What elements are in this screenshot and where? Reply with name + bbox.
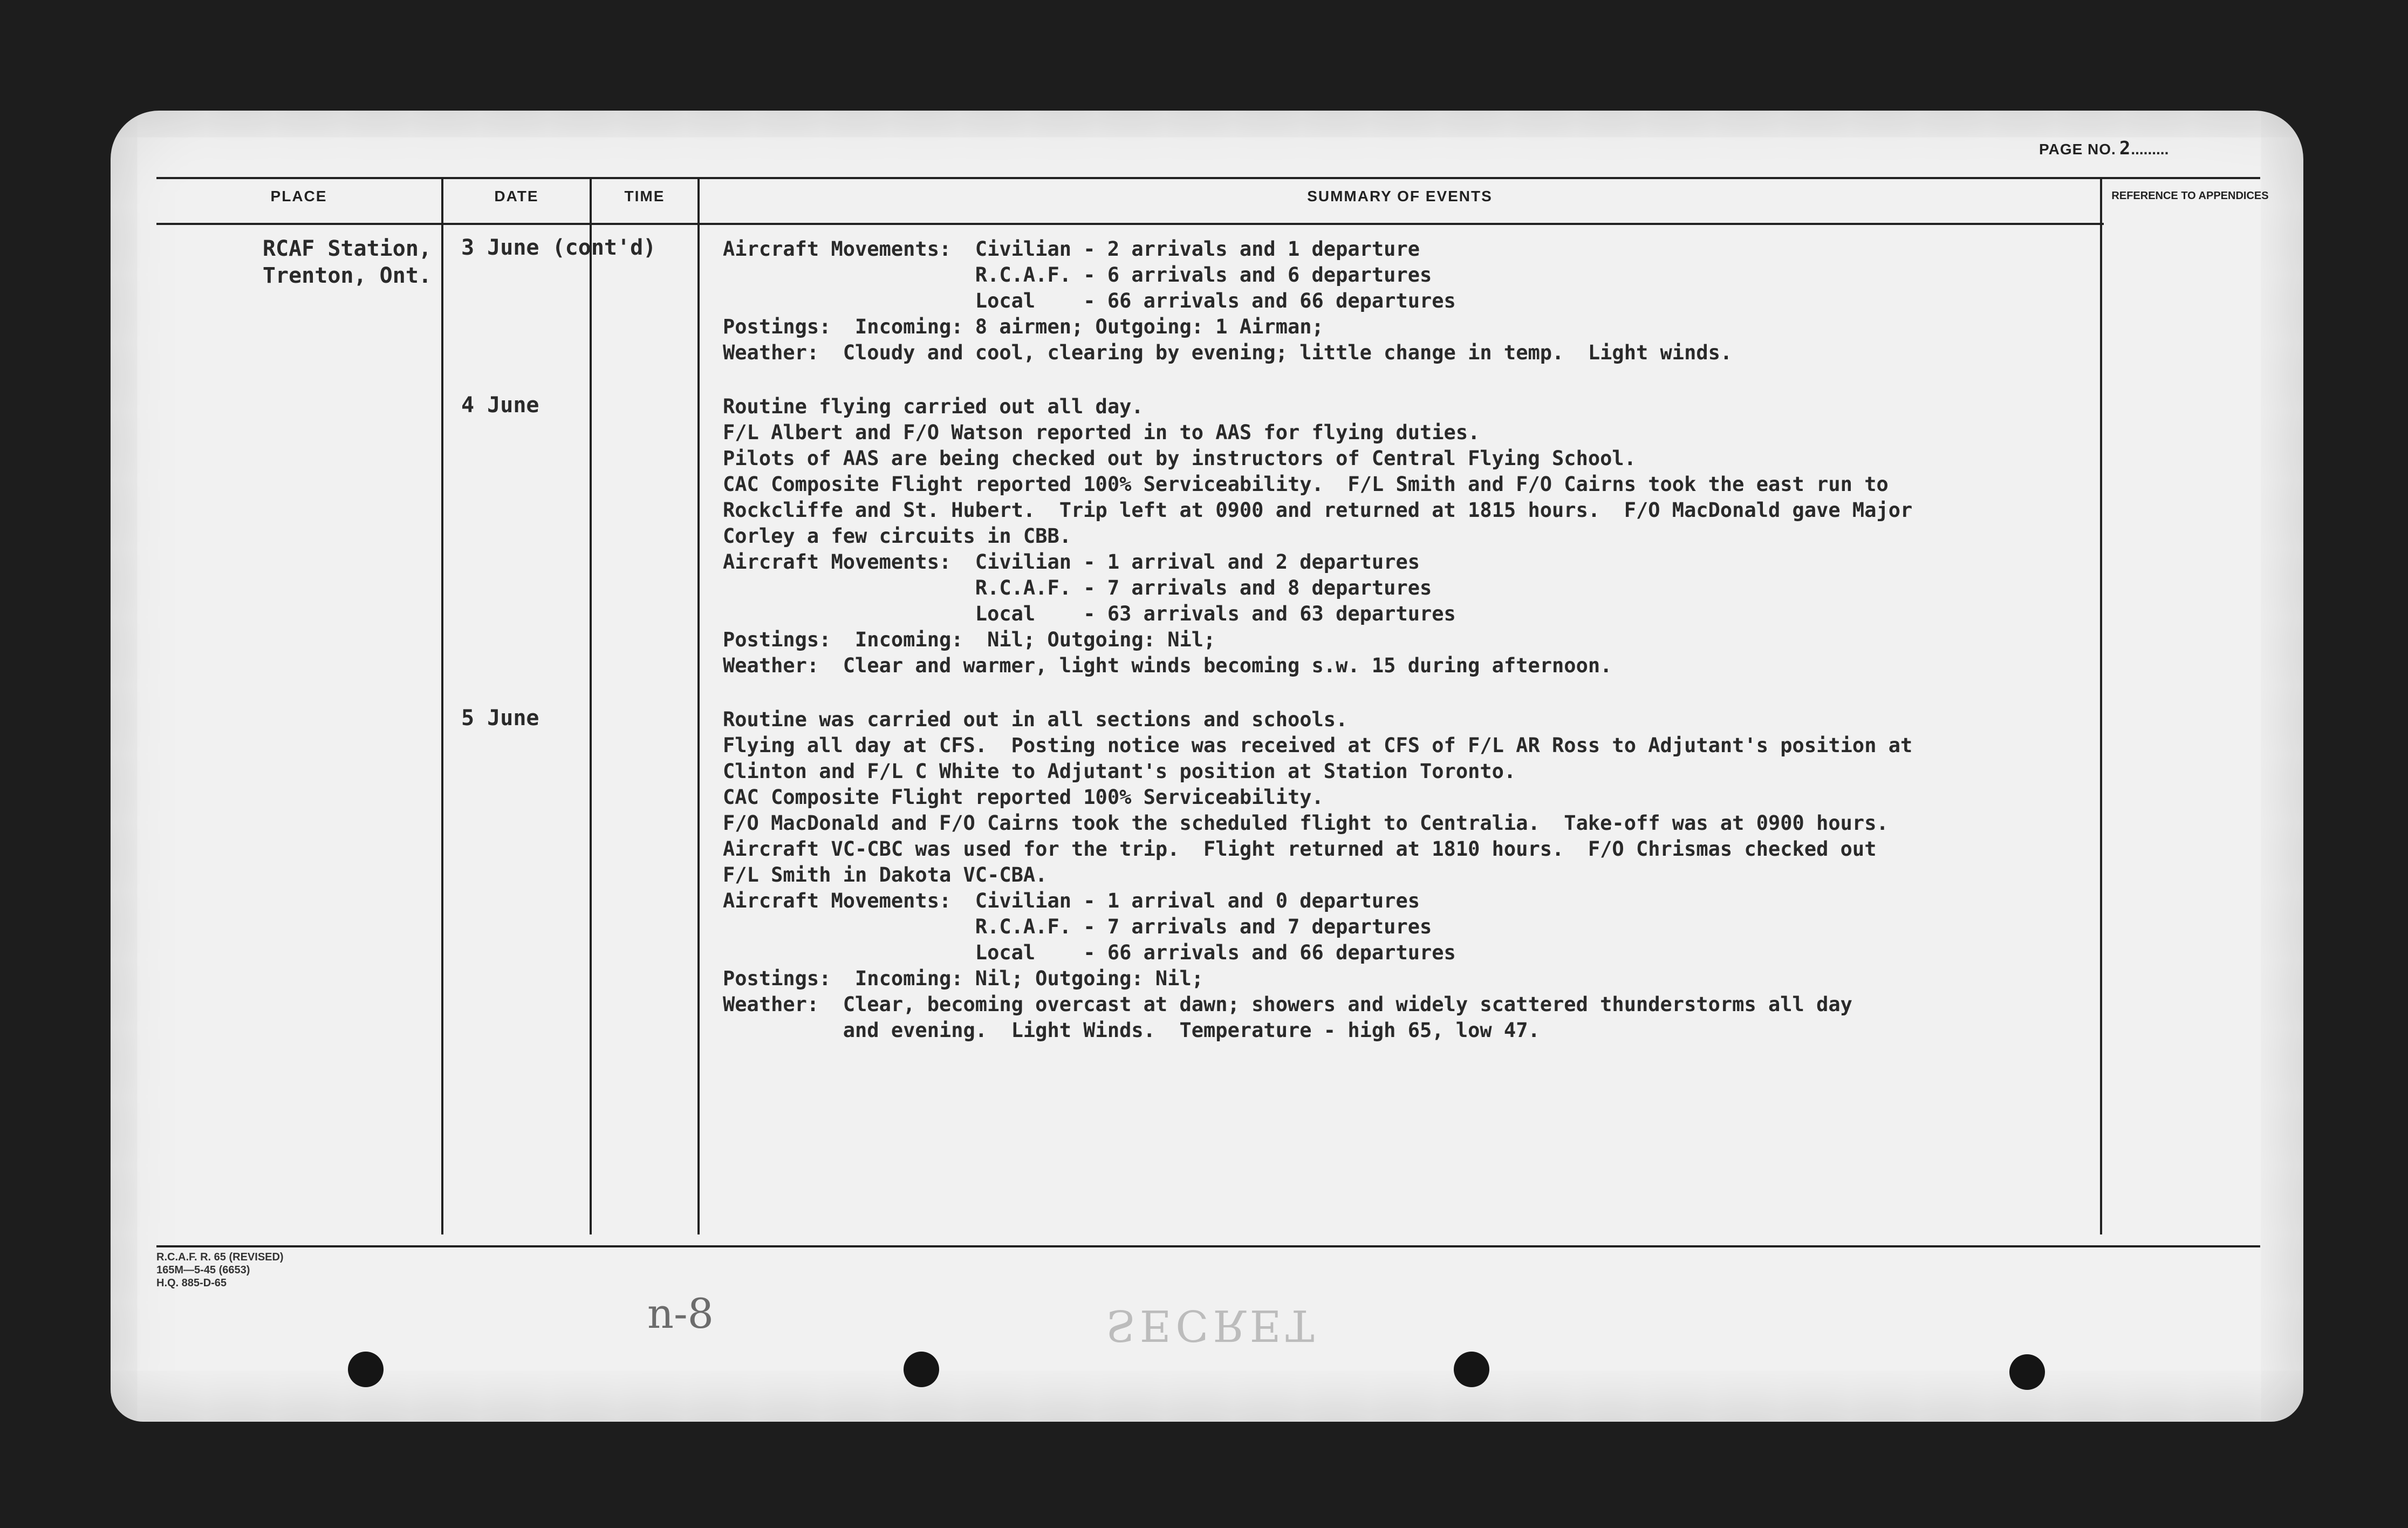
summary-line: Weather: Clear and warmer, light winds becoming s.w. 15 during afternoon. xyxy=(723,654,1612,677)
secret-stamp-bleedthrough: SECRET xyxy=(1106,1300,1319,1350)
page-number: PAGE NO. 2......... xyxy=(2039,138,2169,159)
summary-line: Rockcliffe and St. Hubert. Trip left at 0900 and returned at 1815 hours. F/O MacDonald gave Major xyxy=(723,499,1913,522)
date-time-divider xyxy=(590,177,592,1234)
header-time: TIME xyxy=(624,188,665,204)
summary-line: CAC Composite Flight reported 100% Serviceability. F/L Smith and F/O Cairns took the east run to xyxy=(723,473,1889,496)
summary-line: F/L Albert and F/O Watson reported in to AAS for flying duties. xyxy=(723,421,1480,444)
header-reference: REFERENCE TO APPENDICES xyxy=(2111,190,2269,202)
table-top-rule xyxy=(156,177,2260,179)
summary-line: Routine was carried out in all sections and schools. xyxy=(723,708,1348,731)
summary-line: F/L Smith in Dakota VC-CBA. xyxy=(723,863,1048,886)
date-cell: 4 June xyxy=(461,393,539,418)
summary-line: Aircraft Movements: Civilian - 1 arrival and 0 departures xyxy=(723,889,1420,912)
summary-line: Postings: Incoming: Nil; Outgoing: Nil; xyxy=(723,967,1204,990)
date-cell: 3 June (cont'd) xyxy=(461,235,656,260)
page-no-value: 2 xyxy=(2119,138,2131,159)
summary-line: Flying all day at CFS. Posting notice was received at CFS of F/L AR Ross to Adjutant's position at xyxy=(723,734,1913,757)
summary-entry xyxy=(723,707,2104,1043)
punch-hole xyxy=(348,1352,384,1387)
page-no-label: PAGE NO. xyxy=(2039,141,2116,158)
summary-line: Postings: Incoming: 8 airmen; Outgoing: 1 Airman; xyxy=(723,315,1324,338)
summary-line: CAC Composite Flight reported 100% Serviceability. xyxy=(723,786,1324,809)
summary-line: Corley a few circuits in CBB. xyxy=(723,524,1072,548)
place-date-divider xyxy=(441,177,443,1234)
header-place: PLACE xyxy=(270,188,327,204)
summary-line: Local - 66 arrivals and 66 departures xyxy=(723,941,1456,964)
summary-line: Weather: Clear, becoming overcast at dawn; showers and widely scattered thunderstorms all day xyxy=(723,993,1852,1016)
summary-line: Local - 63 arrivals and 63 departures xyxy=(723,602,1456,625)
form-line: 165M—5-45 (6653) xyxy=(156,1264,250,1276)
summary-line: R.C.A.F. - 7 arrivals and 7 departures xyxy=(723,915,1432,938)
form-line: R.C.A.F. R. 65 (REVISED) xyxy=(156,1251,284,1263)
header-summary: SUMMARY OF EVENTS xyxy=(1307,188,1493,204)
summary-line: Postings: Incoming: Nil; Outgoing: Nil; xyxy=(723,628,1216,651)
form-line: H.Q. 885-D-65 xyxy=(156,1277,227,1289)
summary-line: Aircraft Movements: Civilian - 2 arrivals and 1 departure xyxy=(723,237,1420,261)
date-cell: 5 June xyxy=(461,706,539,731)
form-number xyxy=(156,1251,284,1290)
summary-entry xyxy=(723,394,2104,679)
table-bottom-rule xyxy=(156,1245,2260,1247)
summary-line: Routine flying carried out all day. xyxy=(723,395,1144,418)
summary-line: and evening. Light Winds. Temperature - high 65, low 47. xyxy=(723,1019,1540,1042)
summary-line: Aircraft Movements: Civilian - 1 arrival and 2 departures xyxy=(723,550,1420,574)
summary-line: Local - 66 arrivals and 66 departures xyxy=(723,289,1456,312)
handwritten-note: n-8 xyxy=(647,1290,714,1338)
summary-line: Weather: Cloudy and cool, clearing by evening; little change in temp. Light winds. xyxy=(723,341,1733,364)
header-date: DATE xyxy=(494,188,539,204)
punch-hole xyxy=(1454,1352,1489,1387)
header-bottom-rule xyxy=(156,223,2104,225)
summary-line: R.C.A.F. - 7 arrivals and 8 departures xyxy=(723,576,1432,599)
place-cell: RCAF Station, Trenton, Ont. xyxy=(262,236,432,288)
summary-line: F/O MacDonald and F/O Cairns took the scheduled flight to Centralia. Take-off was at 0900 hours. xyxy=(723,811,1889,835)
summary-line: Clinton and F/L C White to Adjutant's position at Station Toronto. xyxy=(723,760,1516,783)
punch-hole xyxy=(904,1352,939,1387)
summary-entry xyxy=(723,236,2104,366)
summary-line: Pilots of AAS are being checked out by instructors of Central Flying School. xyxy=(723,447,1636,470)
summary-line: Aircraft VC-CBC was used for the trip. Flight returned at 1810 hours. F/O Chrismas checked out xyxy=(723,837,1877,861)
time-summary-divider xyxy=(697,177,700,1234)
punch-hole xyxy=(2009,1354,2045,1390)
summary-line: R.C.A.F. - 6 arrivals and 6 departures xyxy=(723,263,1432,286)
